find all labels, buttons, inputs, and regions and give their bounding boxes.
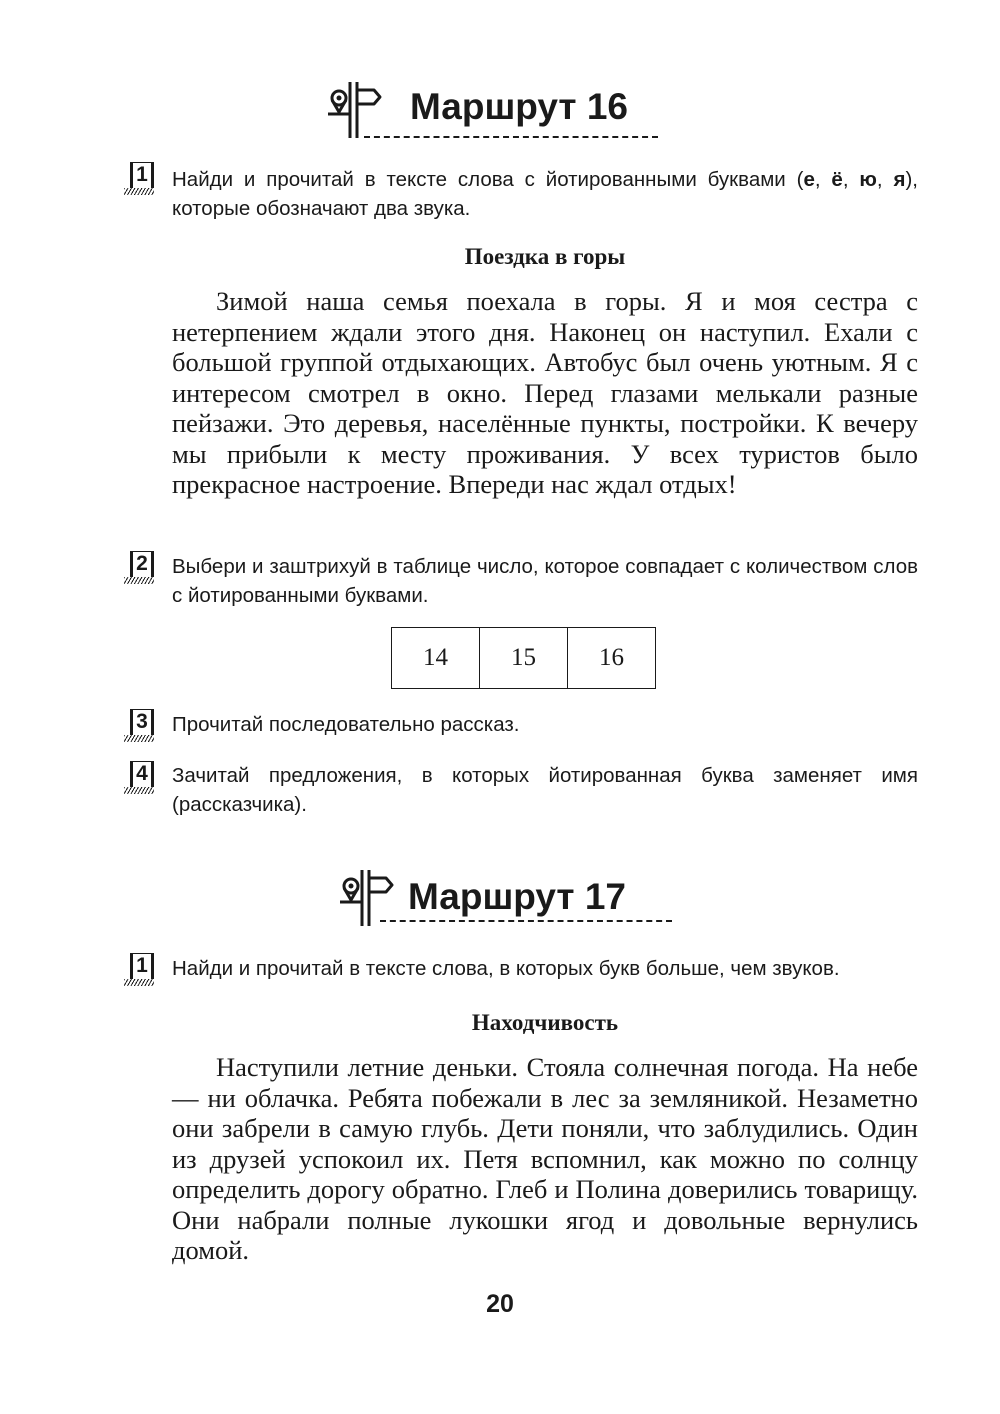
- task-1-marker: [124, 162, 156, 198]
- story-title: Находчивость: [471, 1010, 619, 1035]
- signpost-icon: [338, 866, 394, 928]
- task-marker-hatch: [124, 577, 154, 584]
- letter-yo: ё: [831, 168, 843, 191]
- task-marker-hatch: [124, 787, 154, 794]
- route-title: Маршрут 16: [410, 86, 628, 127]
- title-underline: [364, 136, 658, 138]
- signpost-icon: [326, 78, 382, 140]
- route-title: Маршрут 17: [408, 876, 626, 917]
- story-paragraph: Зимой наша семья поехала в горы. Я и моя сестра с нетерпением ждали этого дня. Наконец он наступил. Ехали с большой группой отдыхающих. Автобус был очень уютным. Я с интересом смотрел в окно. Перед глазами мелькали разные пейзажи. Это деревья, населённые пункты, постройки. К вечеру мы прибыли к месту проживания. У всех туристов было прекрасное настроение. Впереди нас ждал отдых!: [172, 286, 918, 499]
- story-text: [172, 286, 918, 500]
- task-number: 1: [130, 953, 154, 979]
- story-text: [172, 1052, 918, 1266]
- task-4-text: Зачитай предложения, в которых йотированная буква заменяет имя (рассказчика).: [172, 764, 918, 816]
- task-2-marker: [124, 551, 156, 587]
- task-marker-hatch: [124, 188, 154, 195]
- route-16-header: [326, 78, 666, 148]
- answer-table: [391, 627, 656, 689]
- task-2-text: Выбери и заштрихуй в таблице число, которое совпадает с количеством слов с йотированными буквами.: [172, 555, 918, 607]
- story-paragraph: Наступили летние деньки. Стояла солнечная погода. На небе — ни облачка. Ребята побежали в лес за земляникой. Незаметно они забрели в самую глубь. Дети поняли, что заблудились. Один из друзей успокоил их. Петя вспомнил, как можно по солнцу определить дорогу обратно. Глеб и Полина доверились товарищу. Они набрали полные лукошки ягод и довольные вернулись домой.: [172, 1052, 918, 1265]
- answer-cell-16[interactable]: 16: [568, 628, 656, 689]
- task-number: 3: [130, 709, 154, 735]
- task-1-marker: [124, 953, 156, 989]
- task-1-text: Найди и прочитай в тексте слова, в которых букв больше, чем звуков.: [172, 957, 840, 980]
- task-4-marker: [124, 761, 156, 797]
- task-marker-hatch: [124, 735, 154, 742]
- letter-e: е: [803, 168, 815, 191]
- page-number: 20: [486, 1290, 514, 1318]
- task-number: 1: [130, 162, 154, 188]
- task-number: 2: [130, 551, 154, 577]
- task-3-text: Прочитай последовательно рассказ.: [172, 713, 520, 736]
- task-marker-hatch: [124, 979, 154, 986]
- task-1-text: Найди и прочитай в тексте слова с йотированными буквами (е, ё, ю, я), которые обозначают два звука.: [172, 168, 918, 220]
- task-3-marker: [124, 709, 156, 745]
- answer-cell-14[interactable]: 14: [392, 628, 480, 689]
- title-underline: [380, 920, 672, 922]
- letter-ya: я: [893, 168, 906, 191]
- answer-cell-15[interactable]: 15: [480, 628, 568, 689]
- story-title: Поездка в горы: [464, 244, 626, 269]
- task-number: 4: [130, 761, 154, 787]
- letter-yu: ю: [859, 168, 877, 191]
- route-17-header: [338, 866, 678, 936]
